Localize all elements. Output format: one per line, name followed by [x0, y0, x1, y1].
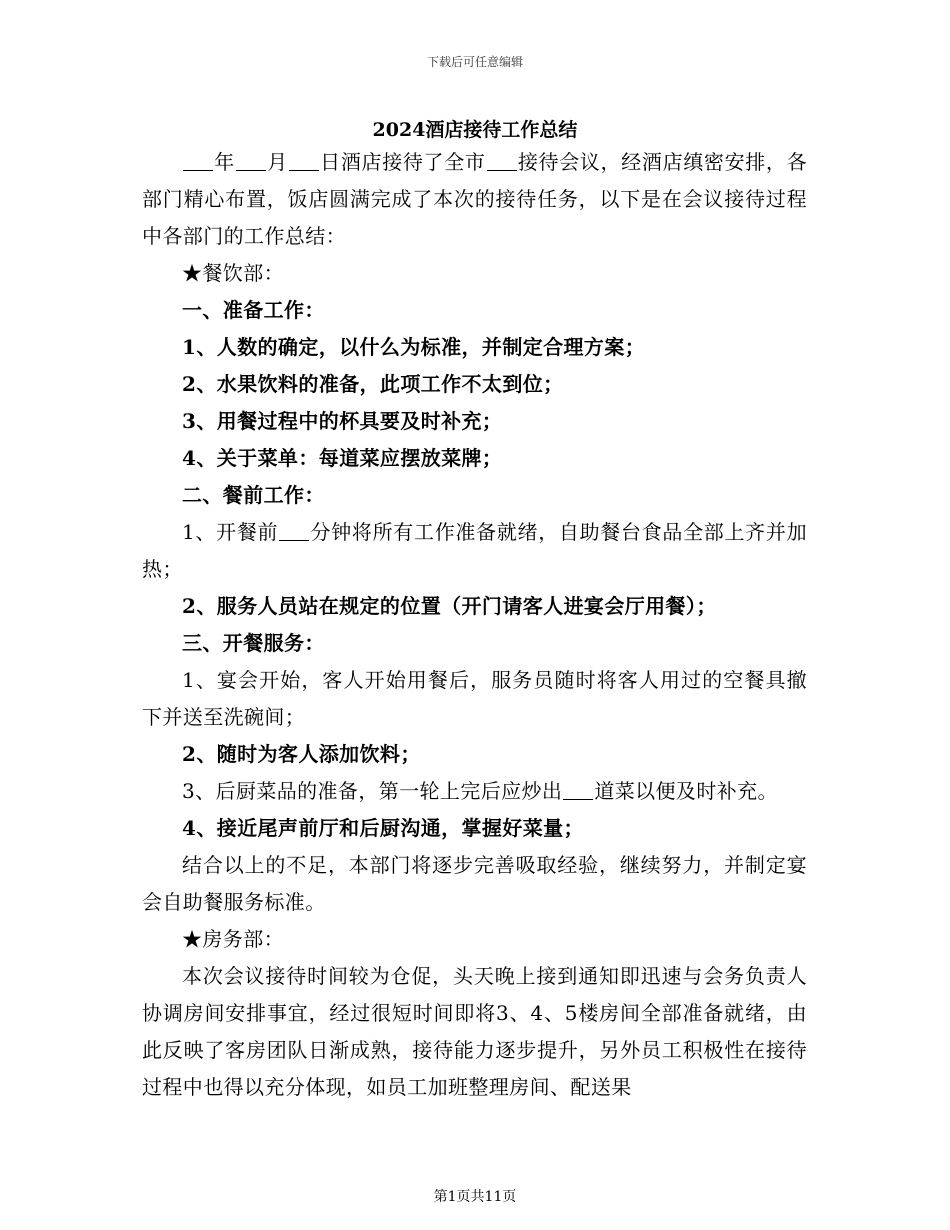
blank-line	[487, 152, 517, 171]
housekeeping-heading: ★房务部：	[182, 927, 284, 951]
list-item: 3、用餐过程中的杯具要及时补充；	[182, 409, 503, 433]
blank-line	[289, 152, 319, 171]
list-item: 3、后厨菜品的准备，第一轮上完后应炒出 道菜以便及时补充。	[182, 779, 778, 803]
section-title: 三、开餐服务：	[182, 631, 325, 655]
document-body	[142, 144, 807, 1106]
list-item: 2、服务人员站在规定的位置（开门请客人进宴会厅用餐）；	[182, 594, 717, 618]
housekeeping-paragraph: 本次会议接待时间较为仓促，头天晚上接到通知即迅速与会务负责人协调房间安排事宜，经过很短时间即将3、4、5楼房间全部准备就绪，由此反映了客房团队日渐成熟，接待能力逐步提升，另外员工积极性在接待过程中也得以充分体现，如员工加班整理房间、配送果	[142, 964, 807, 1099]
list-item: 1、开餐前 分钟将所有工作准备就绪，自助餐台食品全部上齐并加热；	[142, 520, 807, 581]
section-title: 一、准备工作：	[182, 298, 325, 322]
list-item: 1、宴会开始，客人开始用餐后，服务员随时将客人用过的空餐具撤下并送至洗碗间；	[142, 668, 807, 729]
list-item: 2、水果饮料的准备，此项工作不太到位；	[182, 372, 564, 396]
header-note: 下载后可任意编辑	[426, 55, 523, 69]
page-footer: 第1页共11页	[433, 1189, 517, 1205]
list-item: 2、随时为客人添加饮料；	[182, 742, 421, 766]
list-item: 4、关于菜单：每道菜应摆放菜牌；	[182, 446, 503, 470]
intro-paragraph: 年 月 日酒店接待了全市 接待会议，经酒店缜密安排，各部门精心布置，饭店圆满完成了本次的接待任务，以下是在会议接待过程中各部门的工作总结：	[142, 150, 808, 248]
blank-line	[236, 152, 266, 171]
list-item: 4、接近尾声前厅和后厨沟通，掌握好菜量；	[182, 816, 584, 840]
list-item: 1、人数的确定，以什么为标准，并制定合理方案；	[182, 335, 646, 359]
conclusion-paragraph: 结合以上的不足，本部门将逐步完善吸取经验，继续努力，并制定宴会自助餐服务标准。	[142, 853, 807, 914]
catering-heading: ★餐饮部：	[182, 261, 284, 285]
section-title: 二、餐前工作：	[182, 483, 325, 507]
blank-line	[279, 522, 309, 541]
document-title: 2024酒店接待工作总结	[372, 119, 578, 141]
blank-line	[563, 781, 593, 800]
blank-line	[183, 152, 213, 171]
